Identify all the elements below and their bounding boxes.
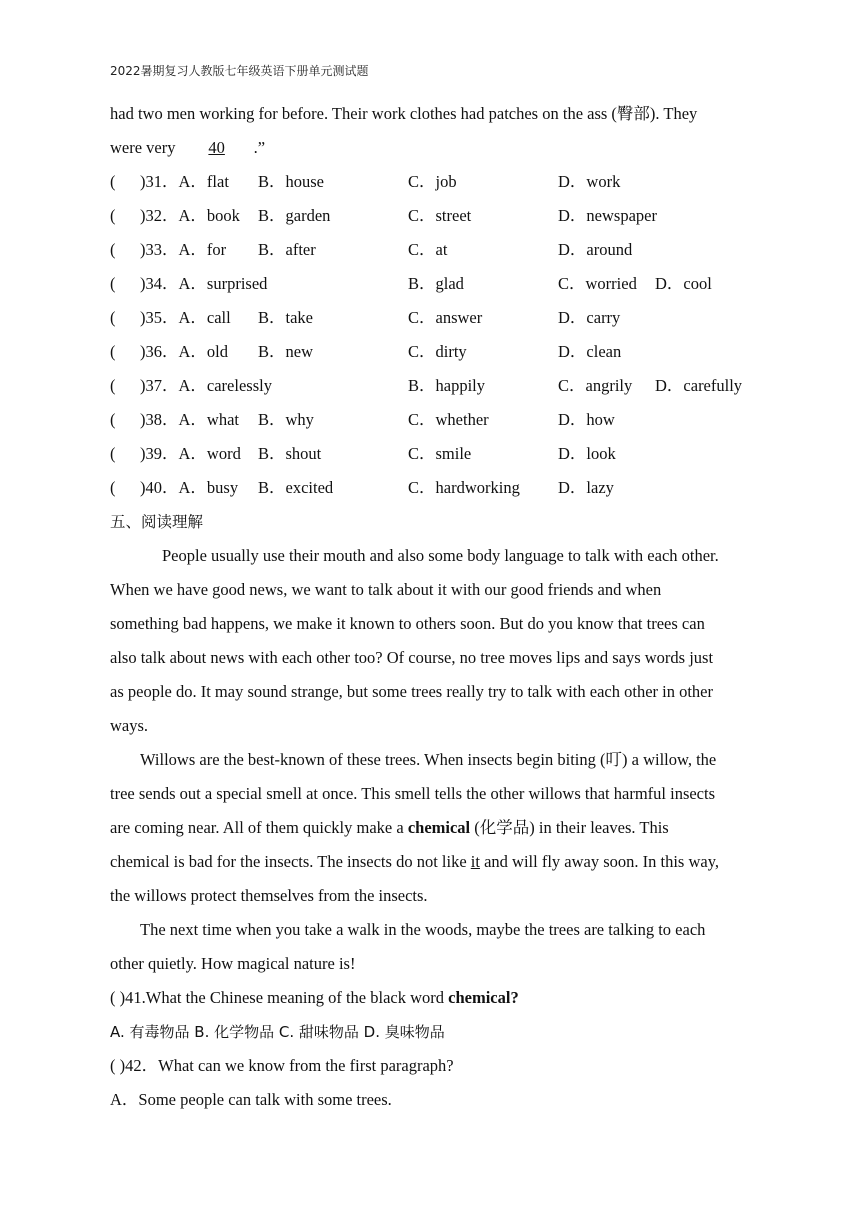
page-content: [110, 97, 755, 1117]
option-b: B．take: [258, 308, 313, 327]
answer-paren: (: [110, 308, 116, 327]
cloze-question: [110, 471, 755, 505]
option-a: )39．A．word: [140, 444, 241, 463]
option-c: C．smile: [408, 444, 472, 463]
cloze-question: [110, 267, 755, 301]
option-d: D．carry: [558, 308, 621, 327]
option-a: )34．A．surprised: [140, 274, 268, 293]
question-41-options: A. 有毒物品 B. 化学物品 C. 甜味物品 D. 臭味物品: [110, 1023, 445, 1041]
option-c: C．at: [408, 240, 448, 259]
paragraph-line: other quietly. How magical nature is!: [110, 954, 356, 973]
answer-blank: 40: [208, 138, 225, 157]
passage-text: .”: [253, 138, 266, 157]
answer-paren: (: [110, 444, 116, 463]
question-42-option-a: A．Some people can talk with some trees.: [110, 1090, 392, 1109]
underlined-word: it: [470, 852, 480, 871]
question-41: [110, 981, 755, 1015]
option-b: B．house: [258, 172, 324, 191]
option-d: D．clean: [558, 342, 622, 361]
paragraph-text: are coming near. All of them quickly make a: [110, 818, 408, 837]
cloze-question: [110, 403, 755, 437]
paragraph-line: also talk about news with each other too? Of course, no tree moves lips and says words just: [110, 648, 714, 667]
bold-keyword: chemical: [407, 818, 471, 837]
bold-keyword: chemical?: [448, 988, 519, 1007]
paragraph-line: tree sends out a special smell at once. This smell tells the other willows that harmful insects: [110, 784, 716, 803]
option-a: )37．A．carelessly: [140, 376, 272, 395]
paragraph-line: the willows protect themselves from the insects.: [110, 886, 428, 905]
paragraph-line: something bad happens, we make it known to others soon. But do you know that trees can: [110, 614, 705, 633]
option-b: B．excited: [258, 478, 334, 497]
option-d: D．newspaper: [558, 206, 657, 225]
answer-paren: (: [110, 478, 116, 497]
cloze-question: [110, 335, 755, 369]
passage-line: had two men working for before. Their work clothes had patches on the ass (臀部). They: [110, 104, 698, 123]
page-header: 2022暑期复习人教版七年级英语下册单元测试题: [110, 64, 369, 78]
paragraph-line: People usually use their mouth and also some body language to talk with each other.: [162, 546, 719, 565]
option-c: C．street: [408, 206, 472, 225]
option-b: B．why: [258, 410, 314, 429]
option-a: )33．A．for: [140, 240, 227, 259]
paragraph-line: ways.: [110, 716, 149, 735]
paragraph-line: Willows are the best-known of these trees. When insects begin biting (叮) a willow, the: [140, 750, 717, 769]
option-c: C．job: [408, 172, 457, 191]
option-a: )40．A．busy: [140, 478, 239, 497]
question-42: ( )42．What can we know from the first paragraph?: [110, 1056, 454, 1075]
option-b: B．after: [258, 240, 316, 259]
cloze-question: [110, 199, 755, 233]
cloze-question: [110, 165, 755, 199]
option-a: )35．A．call: [140, 308, 231, 327]
answer-paren: (: [110, 172, 116, 191]
option-d: D．around: [558, 240, 633, 259]
option-b: B．shout: [258, 444, 322, 463]
option-c: C．hardworking: [408, 478, 520, 497]
option-a: )31．A．flat: [140, 172, 229, 191]
answer-paren: (: [110, 342, 116, 361]
option-c: C．angrily: [558, 376, 633, 395]
answer-paren: (: [110, 240, 116, 259]
option-c: C．dirty: [408, 342, 467, 361]
answer-paren: (: [110, 274, 116, 293]
option-b: B．new: [258, 342, 313, 361]
answer-paren: (: [110, 376, 116, 395]
paragraph-text: and will fly away soon. In this way,: [479, 852, 720, 871]
option-c: C．whether: [408, 410, 489, 429]
option-d: D．work: [558, 172, 621, 191]
option-c: C．worried: [558, 274, 637, 293]
option-d: D．carefully: [655, 376, 743, 395]
option-a: )32．A．book: [140, 206, 240, 225]
option-d: D．look: [558, 444, 616, 463]
cloze-question: [110, 233, 755, 267]
option-b: B．glad: [408, 274, 464, 293]
answer-paren: (: [110, 410, 116, 429]
option-b: B．garden: [258, 206, 331, 225]
option-d: D．cool: [655, 274, 712, 293]
option-d: D．lazy: [558, 478, 614, 497]
passage-line: [110, 131, 755, 165]
option-a: )36．A．old: [140, 342, 228, 361]
option-b: B．happily: [408, 376, 485, 395]
paragraph-line: The next time when you take a walk in the woods, maybe the trees are talking to each: [140, 920, 706, 939]
paragraph-line: as people do. It may sound strange, but some trees really try to talk with each other in other: [110, 682, 713, 701]
option-c: C．answer: [408, 308, 483, 327]
cloze-question: [110, 301, 755, 335]
paragraph-line: When we have good news, we want to talk about it with our good friends and when: [110, 580, 662, 599]
paragraph-line: [110, 811, 755, 845]
answer-paren: (: [110, 206, 116, 225]
cloze-question: [110, 437, 755, 471]
paragraph-text: chemical is bad for the insects. The insects do not like: [110, 852, 471, 871]
paragraph-line: [110, 845, 755, 879]
section-title: 五、阅读理解: [110, 513, 204, 531]
paragraph-text: (化学品) in their leaves. This: [470, 818, 669, 837]
option-a: )38．A．what: [140, 410, 239, 429]
question-stem: ( )41.What the Chinese meaning of the black word: [110, 988, 449, 1007]
option-d: D．how: [558, 410, 615, 429]
cloze-question: [110, 369, 755, 403]
passage-text: were very: [110, 138, 180, 157]
